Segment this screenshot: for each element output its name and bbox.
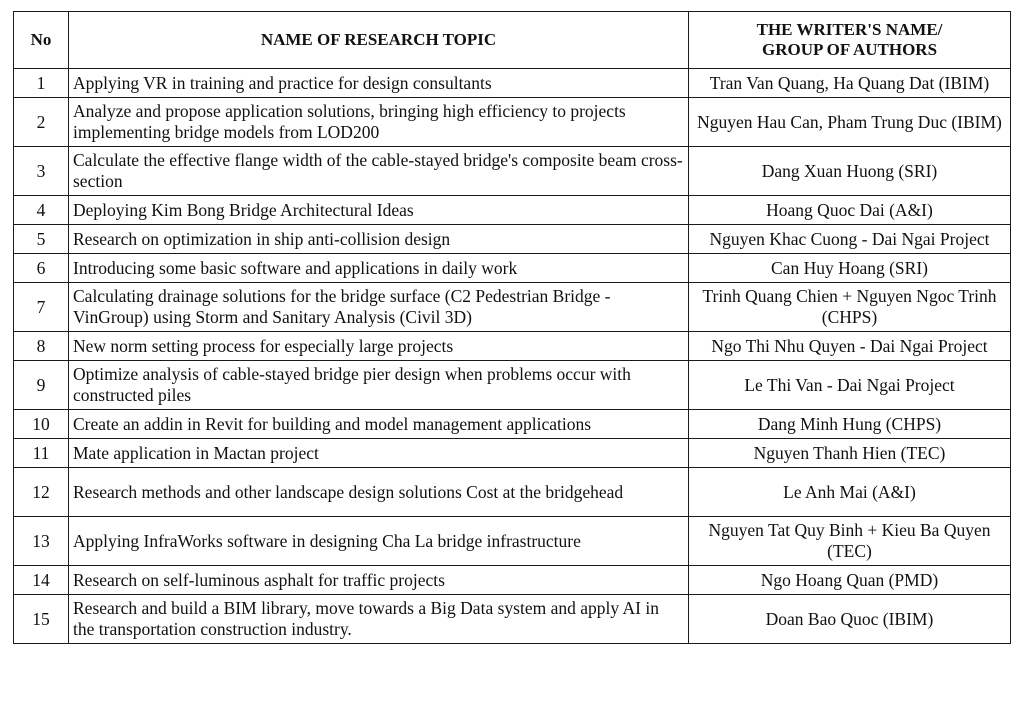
row-author: Ngo Thi Nhu Quyen - Dai Ngai Project <box>689 332 1011 361</box>
table-row <box>14 196 1011 225</box>
row-topic: Analyze and propose application solutions, bringing high efficiency to projects implementing bridge models from LOD200 <box>69 98 689 147</box>
row-topic: Research on optimization in ship anti-collision design <box>69 225 689 254</box>
row-author: Hoang Quoc Dai (A&I) <box>689 196 1011 225</box>
research-topics-table-wrapper <box>13 11 1011 644</box>
table-row <box>14 468 1011 517</box>
table-row <box>14 517 1011 566</box>
row-no: 7 <box>14 283 69 332</box>
row-no: 15 <box>14 595 69 644</box>
row-no: 9 <box>14 361 69 410</box>
row-topic: Deploying Kim Bong Bridge Architectural Ideas <box>69 196 689 225</box>
row-topic: Calculating drainage solutions for the bridge surface (C2 Pedestrian Bridge - VinGroup) using Storm and Sanitary Analysis (Civil 3D) <box>69 283 689 332</box>
table-row <box>14 69 1011 98</box>
row-no: 11 <box>14 439 69 468</box>
row-no: 13 <box>14 517 69 566</box>
row-topic: Applying VR in training and practice for design consultants <box>69 69 689 98</box>
row-author: Doan Bao Quoc (IBIM) <box>689 595 1011 644</box>
row-no: 4 <box>14 196 69 225</box>
table-row <box>14 225 1011 254</box>
row-no: 10 <box>14 410 69 439</box>
row-no: 6 <box>14 254 69 283</box>
row-topic: Introducing some basic software and applications in daily work <box>69 254 689 283</box>
row-topic: Optimize analysis of cable-stayed bridge pier design when problems occur with constructed piles <box>69 361 689 410</box>
row-no: 3 <box>14 147 69 196</box>
row-no: 2 <box>14 98 69 147</box>
row-topic: Calculate the effective flange width of the cable-stayed bridge's composite beam cross-section <box>69 147 689 196</box>
header-topic: NAME OF RESEARCH TOPIC <box>69 12 689 69</box>
table-row <box>14 283 1011 332</box>
row-author: Ngo Hoang Quan (PMD) <box>689 566 1011 595</box>
row-no: 14 <box>14 566 69 595</box>
row-author: Nguyen Thanh Hien (TEC) <box>689 439 1011 468</box>
row-author: Le Thi Van - Dai Ngai Project <box>689 361 1011 410</box>
row-no: 1 <box>14 69 69 98</box>
table-row <box>14 332 1011 361</box>
row-topic: Research and build a BIM library, move towards a Big Data system and apply AI in the transportation construction industry. <box>69 595 689 644</box>
row-author: Trinh Quang Chien + Nguyen Ngoc Trinh (CHPS) <box>689 283 1011 332</box>
row-topic: Mate application in Mactan project <box>69 439 689 468</box>
header-author <box>689 12 1011 69</box>
table-row <box>14 595 1011 644</box>
row-no: 5 <box>14 225 69 254</box>
row-topic: New norm setting process for especially large projects <box>69 332 689 361</box>
table-row <box>14 98 1011 147</box>
table-row <box>14 254 1011 283</box>
table-row <box>14 439 1011 468</box>
row-author: Nguyen Khac Cuong - Dai Ngai Project <box>689 225 1011 254</box>
row-no: 12 <box>14 468 69 517</box>
research-topics-table <box>13 11 1011 644</box>
row-topic: Applying InfraWorks software in designing Cha La bridge infrastructure <box>69 517 689 566</box>
row-topic: Create an addin in Revit for building and model management applications <box>69 410 689 439</box>
row-author: Dang Xuan Huong (SRI) <box>689 147 1011 196</box>
row-no: 8 <box>14 332 69 361</box>
row-author: Dang Minh Hung (CHPS) <box>689 410 1011 439</box>
table-row <box>14 361 1011 410</box>
row-topic: Research on self-luminous asphalt for traffic projects <box>69 566 689 595</box>
row-author: Le Anh Mai (A&I) <box>689 468 1011 517</box>
header-row <box>14 12 1011 69</box>
row-topic: Research methods and other landscape design solutions Cost at the bridgehead <box>69 468 689 517</box>
header-author-line2: GROUP OF AUTHORS <box>761 40 938 59</box>
row-author: Nguyen Tat Quy Binh + Kieu Ba Quyen (TEC) <box>689 517 1011 566</box>
row-author: Nguyen Hau Can, Pham Trung Duc (IBIM) <box>689 98 1011 147</box>
row-author: Tran Van Quang, Ha Quang Dat (IBIM) <box>689 69 1011 98</box>
table-row <box>14 410 1011 439</box>
row-author: Can Huy Hoang (SRI) <box>689 254 1011 283</box>
header-author-line1: THE WRITER'S NAME/ <box>756 20 943 39</box>
table-row <box>14 566 1011 595</box>
table-row <box>14 147 1011 196</box>
header-no: No <box>14 12 69 69</box>
